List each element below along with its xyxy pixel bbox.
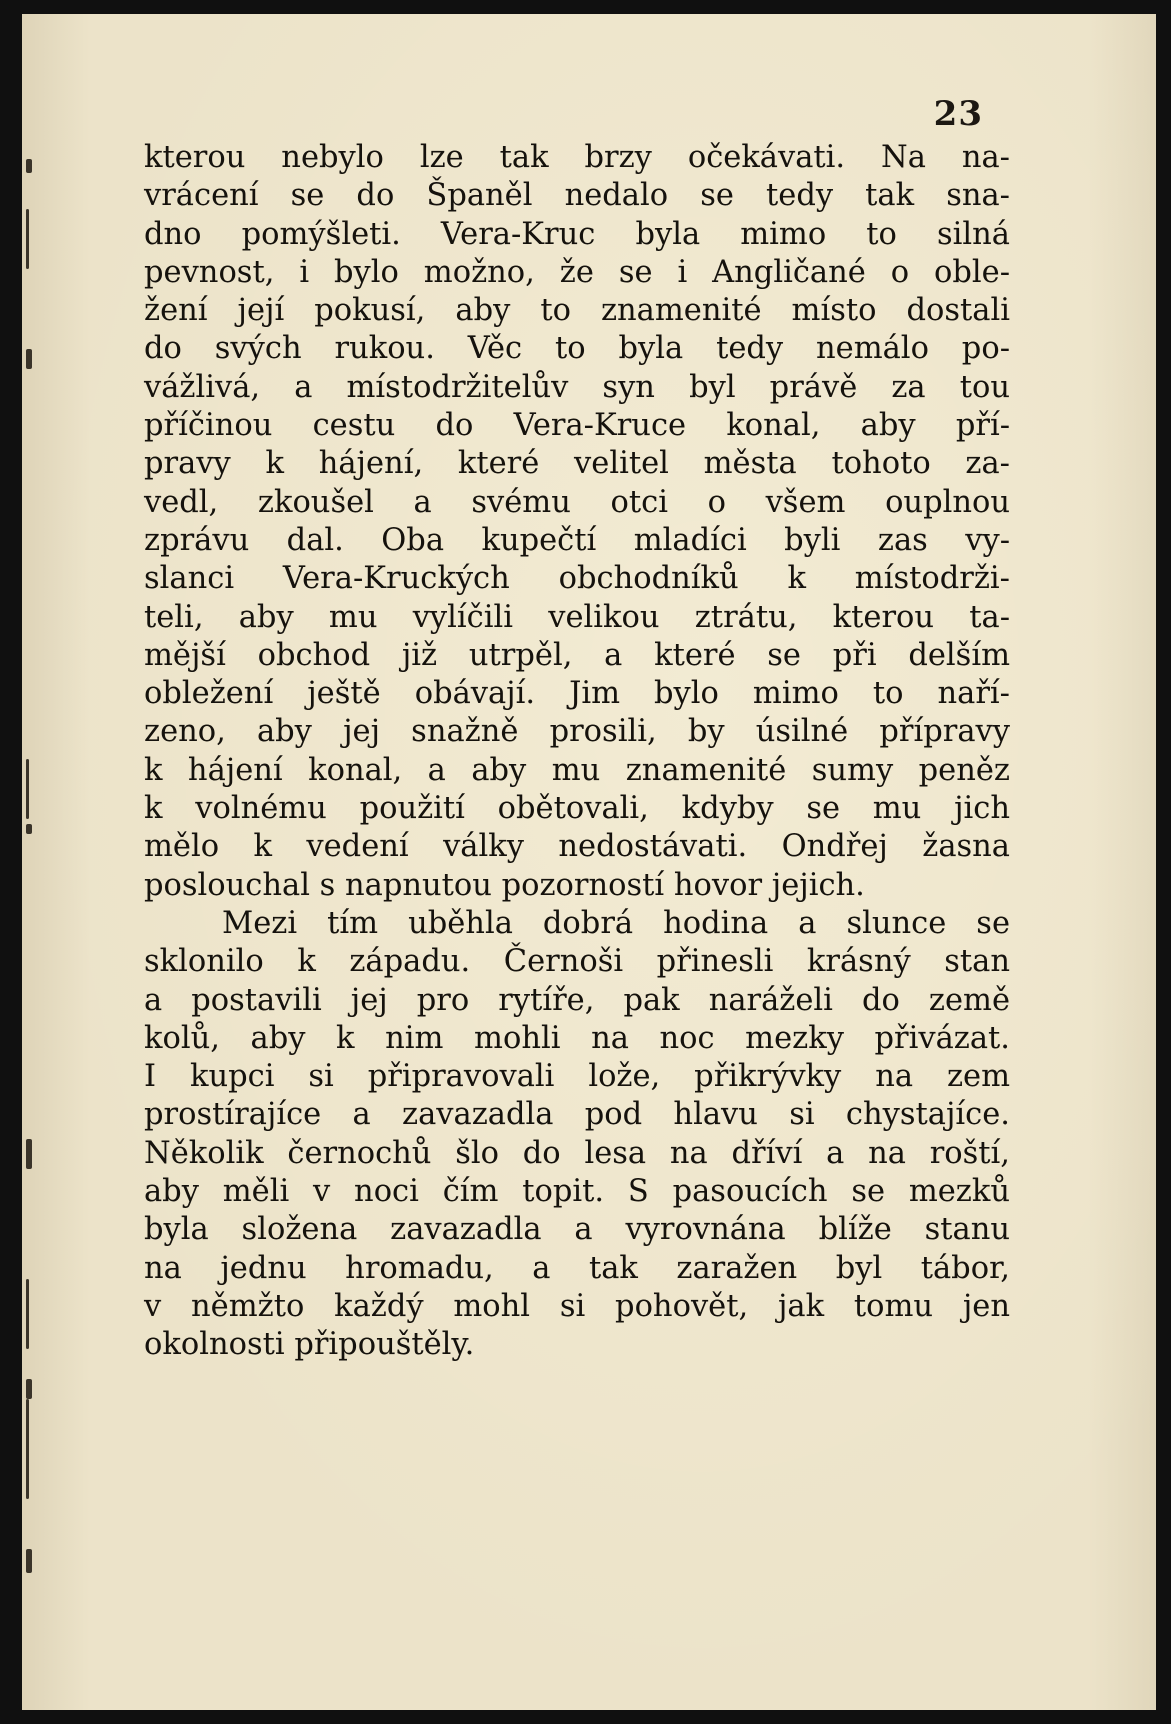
binding-mark (26, 1549, 32, 1573)
text-line: a postavili jej pro rytíře, pak naráželi do země (144, 982, 1010, 1018)
text-line: okolnosti připouštěly. (144, 1327, 475, 1363)
text-line: dno pomýšleti. Vera-Kruc byla mimo to silná (144, 216, 1010, 252)
text-line: slanci Vera-Kruckých obchodníků k místodrži- (144, 561, 1010, 597)
text-line: pravy k hájení, které velitel města tohoto za- (144, 446, 1010, 482)
binding-mark (26, 209, 29, 269)
page-number: 23 (933, 94, 983, 134)
body-text (144, 139, 1010, 1365)
text-line: vrácení se do Španěl nedalo se tedy tak sna- (144, 178, 1010, 214)
paragraph (144, 139, 1010, 905)
paragraph (144, 905, 1010, 1365)
text-line: zprávu dal. Oba kupečtí mladíci byli zas vy- (144, 522, 1010, 558)
text-line: poslouchal s napnutou pozorností hovor jejich. (144, 867, 865, 903)
text-line: I kupci si připravovali lože, přikrývky na zem (144, 1059, 1010, 1095)
binding-edge (22, 14, 42, 1710)
text-line: k volnému použití obětovali, kdyby se mu jich (144, 791, 1010, 827)
text-line: Mezi tím uběhla dobrá hodina a slunce se (222, 905, 1010, 941)
text-line: na jednu hromadu, a tak zaražen byl tábor, (144, 1250, 1010, 1286)
text-line: příčinou cestu do Vera-Kruce konal, aby pří- (144, 408, 1010, 444)
text-line: kolů, aby k nim mohli na noc mezky přivázat. (144, 1020, 1010, 1056)
binding-mark (26, 1379, 32, 1399)
text-line: v němžto každý mohl si pohovět, jak tomu jen (144, 1288, 1010, 1324)
text-line: vážlivá, a místodržitelův syn byl právě za tou (144, 369, 1010, 405)
binding-mark (26, 759, 29, 819)
binding-mark (26, 824, 32, 834)
text-line: mější obchod již utrpěl, a které se při delším (144, 637, 1010, 673)
text-line: do svých rukou. Věc to byla tedy nemálo po- (144, 331, 1010, 367)
binding-mark (26, 1139, 32, 1169)
text-line: kterou nebylo lze tak brzy očekávati. Na na- (144, 140, 1010, 175)
text-line: aby měli v noci čím topit. S pasoucích se mezků (144, 1174, 1010, 1210)
binding-mark (26, 349, 32, 369)
text-line: prostírajíce a zavazadla pod hlavu si chystajíce. (144, 1097, 1010, 1133)
binding-mark (26, 1399, 29, 1499)
text-line: sklonilo k západu. Černoši přinesli krásný stan (144, 944, 1010, 980)
text-line: Několik černochů šlo do lesa na dříví a na roští, (144, 1135, 1010, 1171)
text-line: vedl, zkoušel a svému otci o všem ouplnou (144, 484, 1010, 520)
text-line: pevnost, i bylo možno, že se i Angličané o oble- (144, 254, 1010, 290)
text-line: k hájení konal, a aby mu znamenité sumy peněz (144, 752, 1010, 788)
text-line: zeno, aby jej snažně prosili, by úsilné přípravy (144, 714, 1010, 750)
text-line: žení její pokusí, aby to znamenité místo dostali (144, 293, 1010, 329)
text-line: teli, aby mu vylíčili velikou ztrátu, kterou ta- (144, 599, 1010, 635)
text-line: mělo k vedení války nedostávati. Ondřej žasna (144, 829, 1010, 865)
text-line: byla složena zavazadla a vyrovnána blíže stanu (144, 1212, 1010, 1248)
book-page (22, 14, 1156, 1710)
text-line: obležení ještě obávají. Jim bylo mimo to naří- (144, 676, 1010, 712)
binding-mark (26, 1279, 29, 1349)
binding-mark (26, 159, 32, 173)
